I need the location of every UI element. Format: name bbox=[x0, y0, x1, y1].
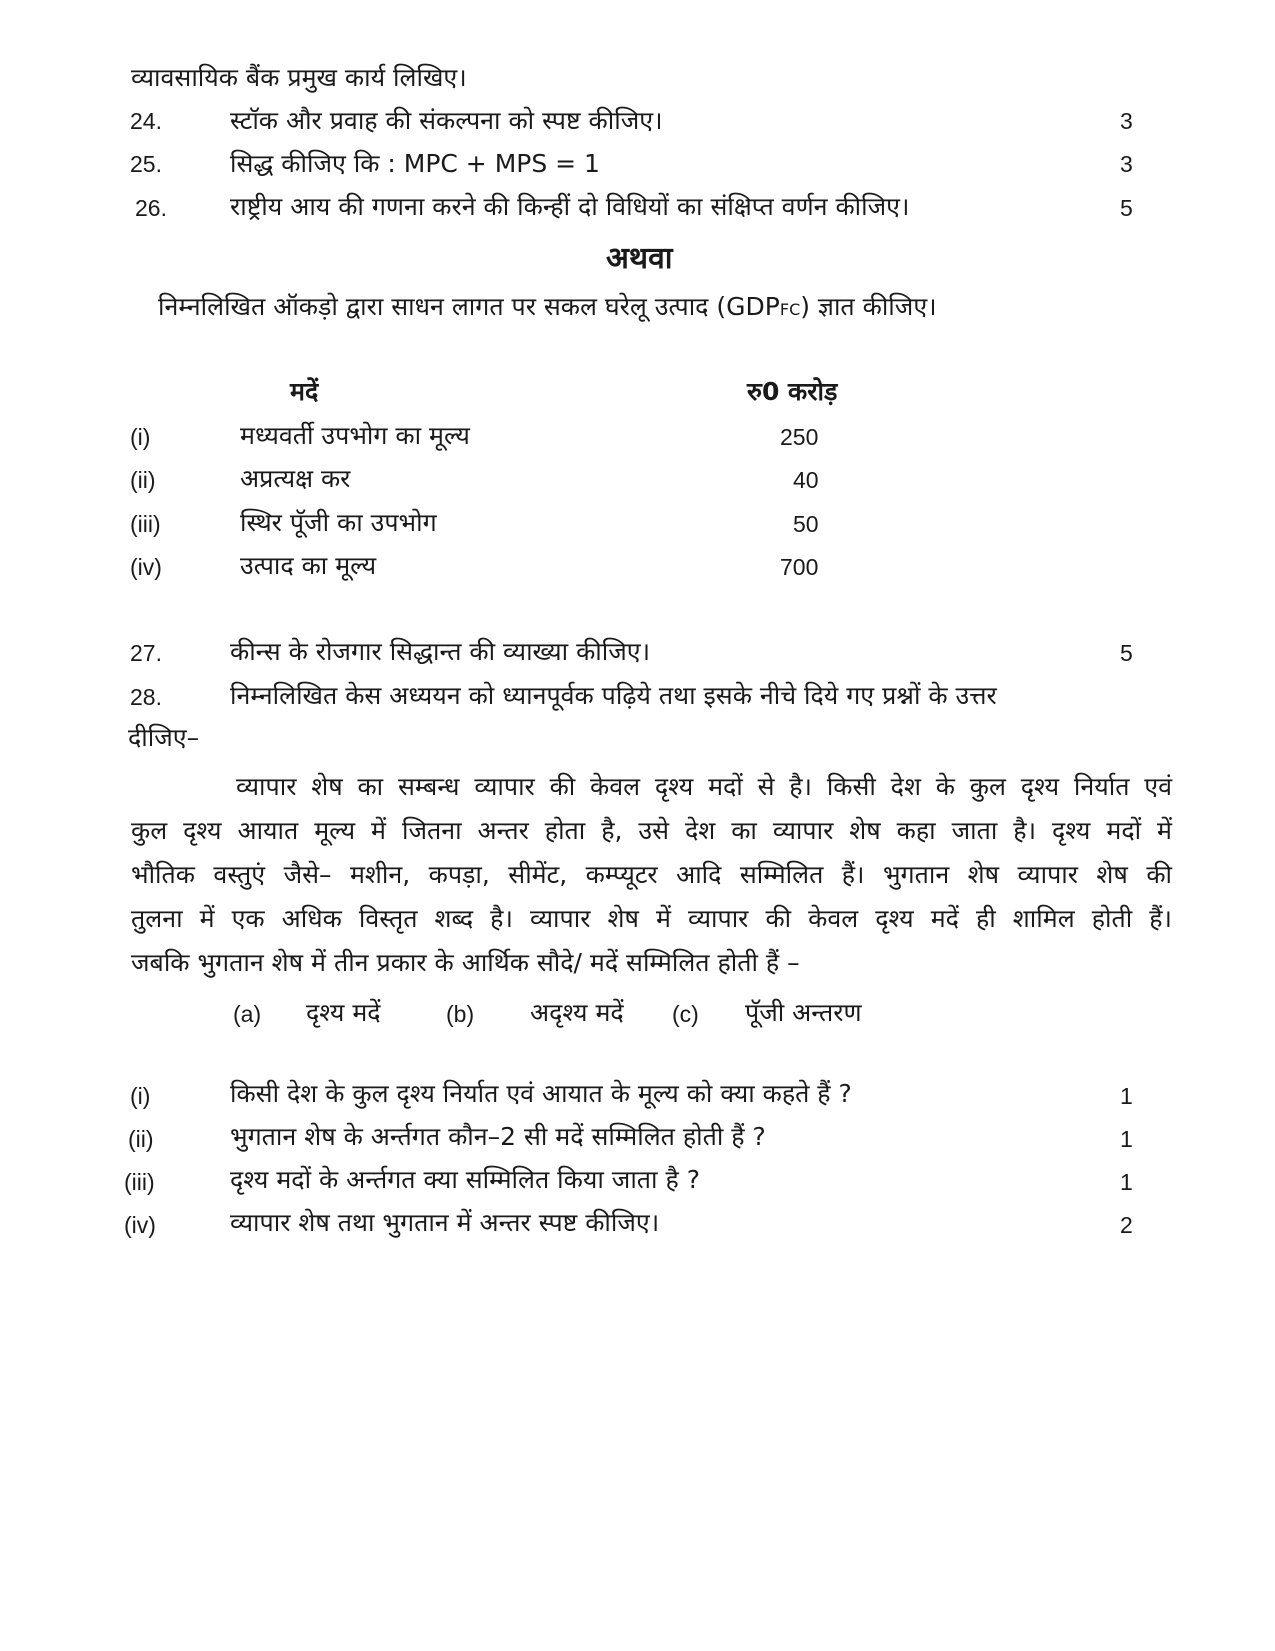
table-header-value: रु0 करोड़ bbox=[747, 377, 838, 406]
gdp-instruction bbox=[158, 289, 937, 323]
row-value: 50 bbox=[793, 511, 819, 537]
sub-question-label: (i) bbox=[130, 1083, 151, 1109]
case-study-line: जबकि भुगतान शेष में तीन प्रकार के आर्थिक सौदे/ मदें सम्मिलित होती हैं – bbox=[131, 948, 800, 977]
option-label: (a) bbox=[233, 1001, 262, 1027]
sub-question-marks: 2 bbox=[1120, 1212, 1133, 1238]
case-study-text: व्यापार शेष का सम्बन्ध व्यापार की केवल दृश्य मदों से है। किसी देश के कुल दृश्य निर्यात एवं bbox=[236, 772, 1172, 801]
case-study-line: तुलना में एक अधिक विस्तृत शब्द है। व्यापार शेष में व्यापार की केवल दृश्य मदें ही शामिल होती हैं। bbox=[131, 904, 1172, 933]
table-header-items: मदें bbox=[290, 377, 319, 406]
question-text: राष्ट्रीय आय की गणना करने की किन्हीं दो विधियों का संक्षिप्त वर्णन कीजिए। bbox=[230, 192, 910, 221]
sub-question-marks: 1 bbox=[1120, 1083, 1133, 1109]
question-number: 25. bbox=[130, 151, 162, 177]
row-item: मध्यवर्ती उपभोग का मूल्य bbox=[240, 421, 470, 450]
question-text: स्टॉक और प्रवाह की संकल्पना को स्पष्ट कीजिए। bbox=[230, 106, 663, 135]
sub-question-text: दृश्य मदों के अर्न्तगत क्या सम्मिलित किया जाता है ? bbox=[230, 1165, 700, 1194]
question-number: 24. bbox=[130, 108, 162, 134]
question-marks: 5 bbox=[1120, 195, 1133, 221]
question-text: कीन्स के रोजगार सिद्धान्त की व्याख्या कीजिए। bbox=[230, 637, 651, 666]
option-label: (c) bbox=[672, 1001, 699, 1027]
row-value: 250 bbox=[780, 424, 819, 450]
question-text: निम्नलिखित केस अध्ययन को ध्यानपूर्वक पढ़िये तथा इसके नीचे दिये गए प्रश्नों के उत्तर bbox=[230, 681, 997, 710]
sub-question-text: भुगतान शेष के अर्न्तगत कौन–2 सी मदें सम्मिलित होती हैं ? bbox=[230, 1122, 766, 1151]
row-value: 40 bbox=[793, 467, 819, 493]
case-study-line: कुल दृश्य आयात मूल्य में जितना अन्तर होता है, उसे देश का व्यापार शेष कहा जाता है। दृश्य मदों में bbox=[131, 816, 1172, 845]
sub-question-text: किसी देश के कुल दृश्य निर्यात एवं आयात के मूल्य को क्या कहते हैं ? bbox=[230, 1079, 852, 1108]
gdp-instruction-subscript: FC bbox=[779, 300, 801, 319]
row-label: (iii) bbox=[130, 511, 161, 537]
question-marks: 3 bbox=[1120, 151, 1133, 177]
sub-question-marks: 1 bbox=[1120, 1126, 1133, 1152]
row-label: (iv) bbox=[130, 554, 162, 580]
row-item: उत्पाद का मूल्य bbox=[240, 551, 377, 580]
row-label: (ii) bbox=[130, 467, 156, 493]
option-text: पूॅजी अन्तरण bbox=[745, 998, 862, 1027]
question-number: 28. bbox=[130, 684, 162, 710]
option-text: अदृश्य मदें bbox=[530, 998, 624, 1027]
row-item: अप्रत्यक्ष कर bbox=[240, 464, 351, 493]
or-heading: अथवा bbox=[606, 241, 673, 276]
sub-question-label: (iii) bbox=[124, 1169, 155, 1195]
option-label: (b) bbox=[446, 1001, 475, 1027]
case-study-line bbox=[131, 765, 1172, 809]
question-text-continued: दीजिए– bbox=[128, 723, 200, 752]
row-label: (i) bbox=[130, 424, 151, 450]
gdp-instruction-before: निम्नलिखित ऑकड़ो द्वारा साधन लागत पर सकल घरेलू उत्पाद (GDP bbox=[158, 292, 780, 321]
row-item: स्थिर पूॅजी का उपभोग bbox=[240, 508, 437, 537]
question-number: 27. bbox=[130, 640, 162, 666]
question-text: सिद्ध कीजिए कि : MPC + MPS = 1 bbox=[230, 149, 600, 178]
row-value: 700 bbox=[780, 554, 819, 580]
question-marks: 3 bbox=[1120, 108, 1133, 134]
sub-question-marks: 1 bbox=[1120, 1169, 1133, 1195]
sub-question-label: (ii) bbox=[128, 1126, 154, 1152]
question-marks: 5 bbox=[1120, 640, 1133, 666]
question-number: 26. bbox=[135, 195, 167, 221]
option-text: दृश्य मदें bbox=[306, 998, 381, 1027]
question-23-text: व्यावसायिक बैंक प्रमुख कार्य लिखिए। bbox=[131, 63, 467, 92]
gdp-instruction-after: ) ज्ञात कीजिए। bbox=[800, 292, 937, 321]
sub-question-label: (iv) bbox=[124, 1212, 156, 1238]
case-study-line: भौतिक वस्तुएं जैसे– मशीन, कपड़ा, सीमेंट, कम्प्यूटर आदि सम्मिलित हैं। भुगतान शेष व्यापार शेष की bbox=[131, 860, 1172, 889]
sub-question-text: व्यापार शेष तथा भुगतान में अन्तर स्पष्ट कीजिए। bbox=[230, 1208, 660, 1237]
